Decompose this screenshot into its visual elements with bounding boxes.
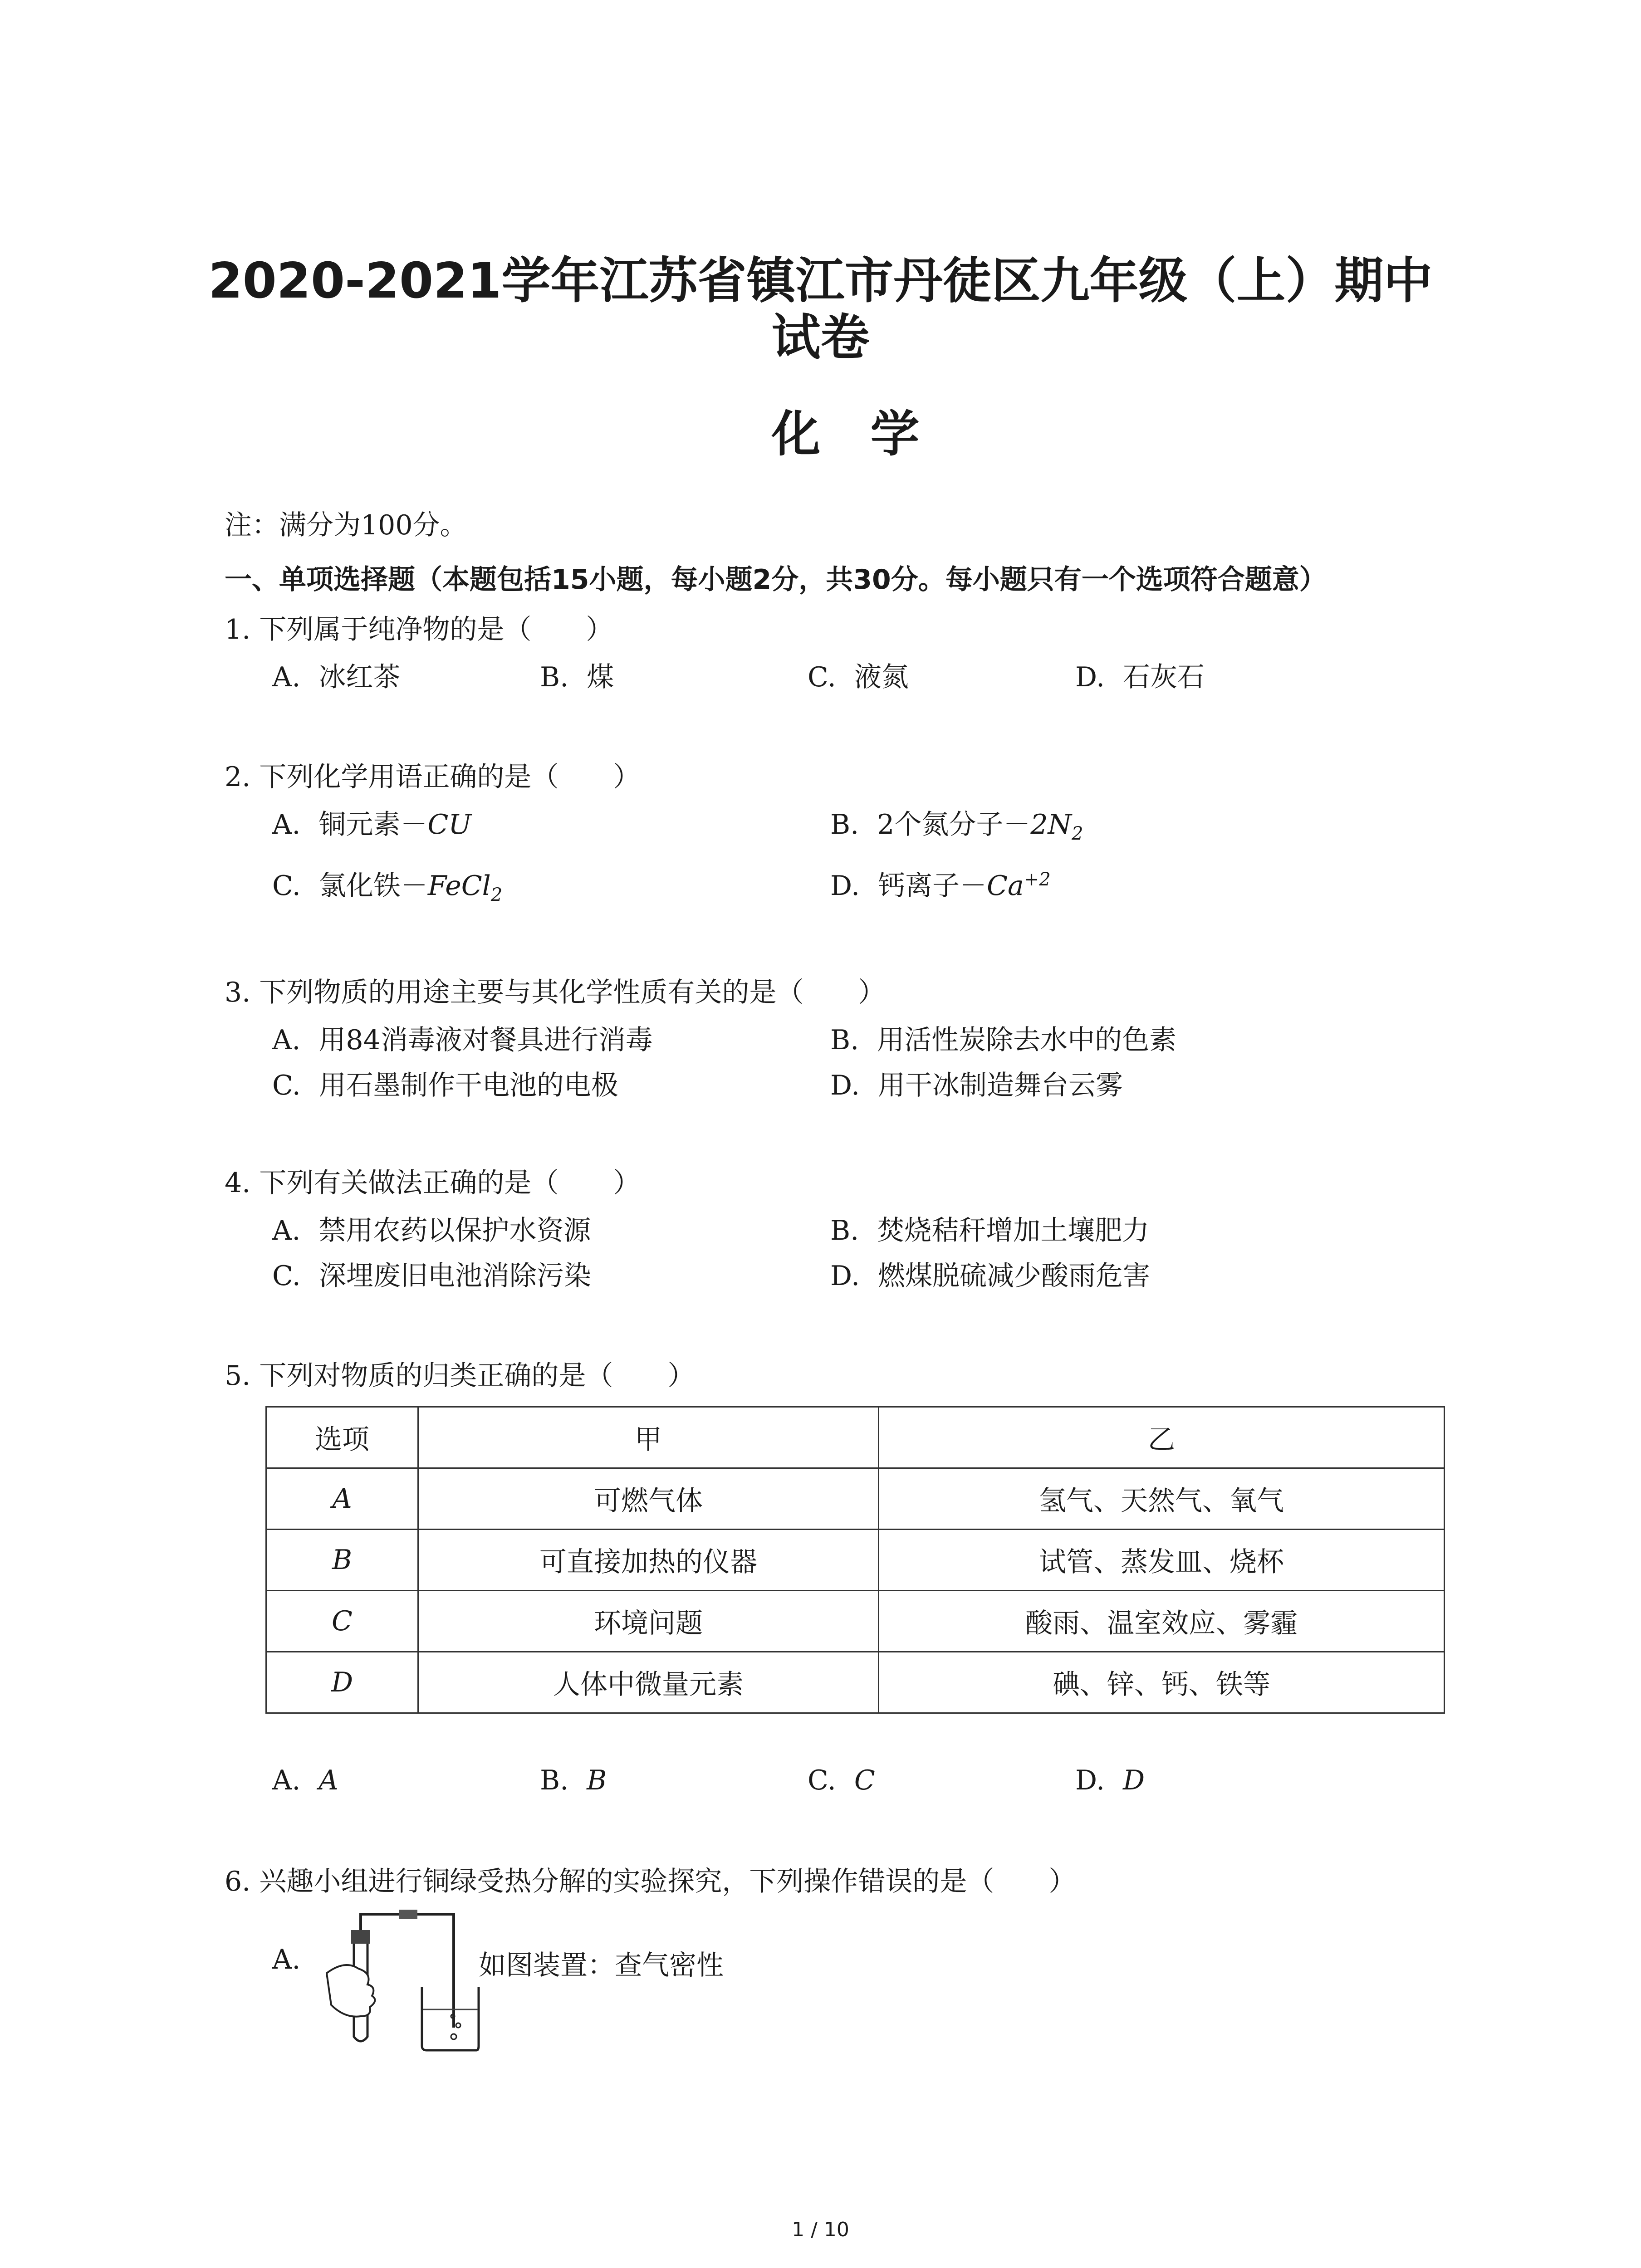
table-cell: B (266, 1530, 418, 1591)
subject-title: 化学 (771, 406, 970, 463)
question-4-option-b: B. 焚烧秸秆增加土壤肥力 (830, 1215, 1150, 1246)
question-5-option-a: A. A (272, 1765, 338, 1796)
table-header-yi: 乙 (879, 1407, 1445, 1468)
airtightness-apparatus-diagram (318, 1905, 481, 2055)
question-2-stem: 2. 下列化学用语正确的是（ ） (225, 761, 641, 793)
question-5-option-d: D. D (1075, 1765, 1145, 1796)
table-row (266, 1652, 1445, 1713)
table-cell: 试管、蒸发皿、烧杯 (879, 1530, 1445, 1591)
table-cell: D (266, 1652, 418, 1713)
question-4-option-a: A. 禁用农药以保护水资源 (272, 1215, 591, 1246)
question-3-option-d: D. 用干冰制造舞台云雾 (830, 1070, 1123, 1101)
question-3-option-a: A. 用84消毒液对餐具进行消毒 (272, 1024, 653, 1056)
question-3-option-b: B. 用活性炭除去水中的色素 (830, 1024, 1177, 1056)
table-row (266, 1530, 1445, 1591)
table-row (266, 1591, 1445, 1652)
question-6-option-a-letter: A. (272, 1944, 301, 1975)
question-5-option-b: B. B (540, 1765, 607, 1796)
question-4-option-c: C. 深埋废旧电池消除污染 (272, 1260, 591, 1292)
question-6-stem: 6. 兴趣小组进行铜绿受热分解的实验探究，下列操作错误的是（ ） (225, 1866, 1076, 1897)
table-cell: 可燃气体 (418, 1468, 879, 1530)
question-1-option-b: B. 煤 (540, 661, 614, 693)
question-2-option-c: C. 氯化铁－FeCl$_2$ (272, 870, 503, 905)
table-cell: 氢气、天然气、氧气 (879, 1468, 1445, 1530)
question-2-option-b: B. 2个氮分子$-2N_2$ (830, 809, 1083, 844)
table-header-row (266, 1407, 1445, 1468)
table-cell: A (266, 1468, 418, 1530)
score-note: 注：满分为100分。 (225, 509, 467, 541)
page-title-line1: 2020-2021学年江苏省镇江市丹徒区九年级（上）期中 (208, 253, 1433, 309)
question-1-option-c: C. 液氮 (808, 661, 909, 693)
question-3-option-c: C. 用石墨制作干电池的电极 (272, 1070, 618, 1101)
question-1-stem: 1. 下列属于纯净物的是（ ） (225, 614, 613, 645)
table-cell: 酸雨、温室效应、雾霾 (879, 1591, 1445, 1652)
question-2-option-d: D. 钙离子$-Ca^{+2}$ (830, 869, 1051, 902)
question-1-option-d: D. 石灰石 (1075, 661, 1205, 693)
page-number: 1 / 10 (792, 2218, 849, 2241)
table-header-jia: 甲 (418, 1407, 879, 1468)
table-header-option: 选项 (266, 1407, 418, 1468)
table-cell: 人体中微量元素 (418, 1652, 879, 1713)
question-1-option-a: A. 冰红茶 (272, 661, 401, 693)
question-6-option-a-text: 如图装置：查气密性 (479, 1950, 724, 1981)
question-5-table (265, 1406, 1445, 1714)
table-cell: 可直接加热的仪器 (418, 1530, 879, 1591)
question-3-stem: 3. 下列物质的用途主要与其化学性质有关的是（ ） (225, 977, 886, 1008)
table-cell: 碘、锌、钙、铁等 (879, 1652, 1445, 1713)
table-cell: 环境问题 (418, 1591, 879, 1652)
section-header-single-choice: 一、单项选择题（本题包括15小题，每小题2分，共30分。每小题只有一个选项符合题意） (225, 564, 1327, 596)
question-4-option-d: D. 燃煤脱硫减少酸雨危害 (830, 1260, 1151, 1292)
page-title-line2: 试卷 (771, 309, 870, 366)
question-4-stem: 4. 下列有关做法正确的是（ ） (225, 1167, 641, 1199)
question-5-stem: 5. 下列对物质的归类正确的是（ ） (225, 1360, 695, 1392)
question-5-option-c: C. C (808, 1765, 875, 1796)
question-2-option-a: A. 铜元素－CU (272, 809, 471, 841)
table-row (266, 1468, 1445, 1530)
table-cell: C (266, 1591, 418, 1652)
